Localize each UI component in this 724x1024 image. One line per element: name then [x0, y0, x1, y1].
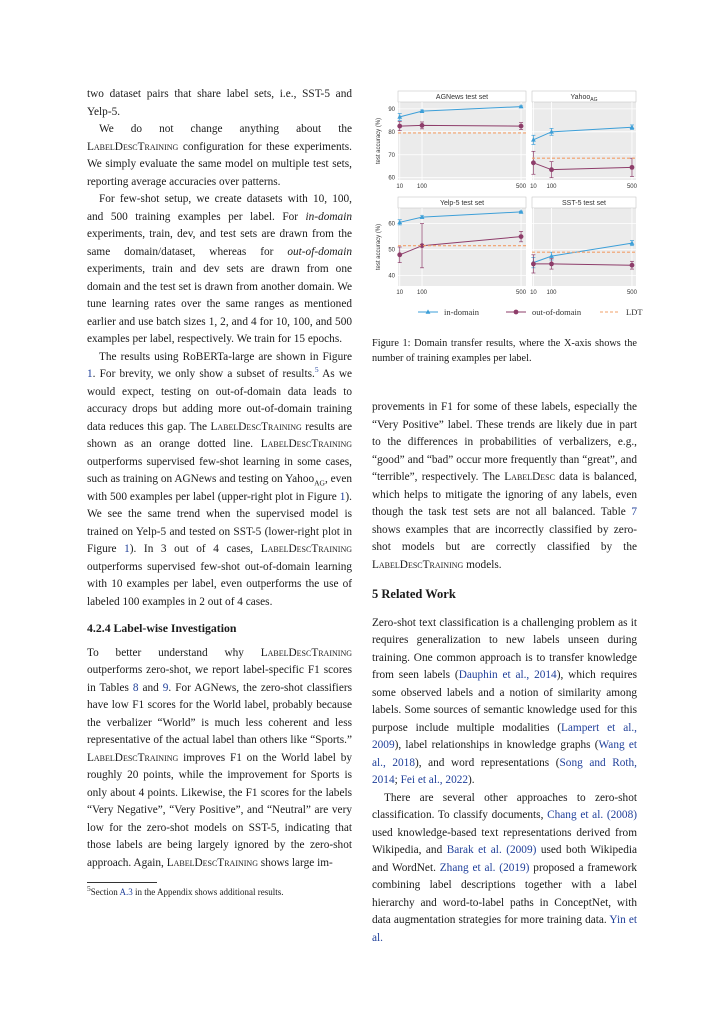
panel-background [398, 208, 526, 286]
right-column [372, 86, 643, 947]
x-tick-label: 500 [626, 184, 637, 190]
legend-out-label: out-of-domain [532, 307, 582, 317]
out-of-domain-point [630, 263, 635, 268]
panel-background [398, 102, 526, 180]
footnote: $^5$Section A.3 in the Appendix shows additional results. [87, 884, 284, 897]
legend-ldt-label: LDT [626, 307, 643, 317]
x-tick-label: 100 [417, 290, 428, 296]
legend-out-marker [514, 310, 519, 315]
paragraph: The results using RoBERTa-large are shown in Figure 1. For brevity, we only show a subset of results.$^5$ As we would expect, testing on out-of-domain data leads to accuracy drops but adding more out-of-domain training data reduces this gap. The LabelDescTraining results are shown as an orange dotted line. LabelDescTraining outperforms supervised few-shot learning in some cases, such as training on AGNews and testing on Yahoo$_{AG}$, even with 500 examples per label (upper-right plot in Figure 1). We see the same trend when the supervised model is trained on Yelp-5 and tested on SST-5 (lower-right plot in Figure 1). In 3 out of 4 cases, LabelDescTraining outperforms supervised few-shot out-of-domain learning with 10 examples per label, even outperforms the use of labeled 100 examples in 2 out of 4 cases. [87, 350, 353, 608]
y-tick-label: 60 [388, 221, 395, 228]
panel-title: Yelp-5 test set [439, 200, 485, 207]
paragraph: For few-shot setup, we create datasets with 10, 100, and 500 training examples per label. For in-domain experiments, train, dev, and test sets are drawn from the same domain/dataset, whereas for out-of-domain experiments, train and dev sets are drawn from one domain and the test set is drawn from another domain. We tune learning rates over the same ranges as mentioned earlier and use batch sizes 1, 2, and 4 for 10, 100, and 500 examples per label, respectively. We train for 15 epochs. [87, 193, 352, 345]
x-tick-label: 100 [417, 184, 428, 190]
panel-background [532, 208, 636, 286]
x-tick-label: 10 [530, 290, 537, 296]
table-ref-link[interactable]: 7 [631, 506, 637, 518]
citation-link[interactable]: Fei et al., 2022 [400, 774, 469, 786]
out-of-domain-point [531, 160, 536, 165]
y-tick-label: 50 [388, 247, 395, 254]
citation-link[interactable]: Lampert et al., 2009 [372, 721, 637, 751]
y-tick-label: 60 [388, 175, 395, 182]
out-of-domain-point [397, 252, 402, 257]
panel-title: AGNews test set [435, 94, 489, 101]
x-tick-label: 500 [516, 290, 527, 296]
citation-link[interactable]: Wang et al., 2018 [372, 739, 638, 769]
y-tick-label: 70 [388, 152, 395, 159]
left-column [87, 86, 352, 898]
x-tick-label: 10 [530, 184, 537, 190]
x-tick-label: 100 [546, 290, 557, 296]
paragraph: To better understand why LabelDescTraining outperforms zero-shot, we report label-specific F1 scores in Tables 8 and 9. For AGNews, the zero-shot classifiers have low F1 scores for the World label, probably because the verbalizer “World” is much less coherent and less representative of the actual label than others like “Sports.” LabelDescTraining improves F1 on the World label by roughly 20 points, while the improvement for Sports is only about 4 points. Likewise, the F1 scores for the labels “Very Negative”, “Very Positive”, and “Neutral” are very low for the zero-shot models on SST-5, indicating that those labels are being largely ignored by the zero-shot approach. Again, LabelDescTraining shows large im- [87, 646, 352, 869]
paragraph: two dataset pairs that share label sets, i.e., SST-5 and Yelp-5. [87, 88, 352, 118]
out-of-domain-point [630, 165, 635, 170]
section-heading: 5 Related Work [372, 587, 456, 601]
panel-title: SST-5 test set [562, 200, 606, 207]
x-tick-label: 500 [626, 290, 637, 296]
out-of-domain-point [420, 123, 425, 128]
citation-link[interactable]: Song and Roth, 2014 [372, 756, 637, 786]
citation-link[interactable]: Barak et al. (2009) [446, 844, 537, 856]
x-tick-label: 10 [396, 290, 404, 296]
y-axis-label: test accuracy (%) [376, 117, 382, 165]
legend-in-label: in-domain [444, 307, 479, 317]
citation-link[interactable]: Zhang et al. (2019) [439, 861, 530, 874]
out-of-domain-point [519, 124, 524, 129]
figure-ref-link[interactable]: 1 [339, 490, 346, 503]
paragraph: There are several other approaches to zero-shot classification. To classify documents, Chang et al. (2008) used knowledge-based text representations derived from Wikipedia, and Barak et al. (2009) used both Wikipedia and WordNet. Zhang et al. (2019) proposed a framework combining label descriptions together with a label hierarchy and word-to-label paths in ConceptNet, with data augmentation strategies for more training data. Yin et al. [372, 791, 637, 944]
out-of-domain-point [549, 167, 554, 172]
citation-link[interactable]: Yin et al. [372, 914, 637, 944]
citation-link[interactable]: Chang et al. (2008) [547, 809, 637, 821]
paragraph: Zero-shot text classification is a challenging problem as it requires generalization to new labels unseen during training. One common approach is to transfer knowledge from seen labels (Dauphin et al., 2014), which requires some observed labels and a notion of similarity among labels. Some sources of semantic knowledge used for this purpose include multiple modalities (Lampert et al., 2009), label relationships in knowledge graphs (Wang et al., 2018), and word representations (Song and Roth, 2014; Fei et al., 2022). [372, 616, 638, 786]
paragraph: We do not change anything about the LabelDescTraining configuration for these experiments. We simply evaluate the same model on multiple test sets, reporting average accuracies over patterns. [87, 123, 352, 188]
table-ref-link[interactable]: 8 [132, 681, 139, 694]
x-tick-label: 500 [516, 184, 527, 190]
out-of-domain-point [519, 234, 524, 239]
series-line [400, 125, 521, 126]
figure-caption: Figure 1: Domain transfer results, where the X-axis shows the number of training examples per label. [372, 338, 637, 364]
footnote-mark-link[interactable]: 5 [314, 365, 319, 375]
y-tick-label: 90 [388, 106, 395, 113]
panel-title: Yahoo$_{AG}$ [570, 94, 598, 103]
figure-1 [368, 86, 648, 326]
appendix-ref-link[interactable]: A.3 [119, 887, 133, 897]
y-tick-label: 80 [388, 129, 395, 136]
citation-link[interactable]: Dauphin et al., 2014 [458, 669, 557, 681]
footnote-rule [87, 882, 157, 883]
domain-transfer-chart [368, 86, 648, 326]
out-of-domain-point [531, 262, 536, 267]
figure-ref-link[interactable]: 1 [87, 368, 93, 380]
paragraph: provements in F1 for some of these labels, especially the “Very Positive” label. These trends are likely due in part to the differences in probabilities of verbalizers, e.g., “good” and “bad” occur more frequently than “great”, and “terrible”, respectively. The LabelDesc data is balanced, which helps to mitigate the ignoring of any labels, even though the task test sets are not all balanced. Table 7 shows examples that are incorrectly classified by zero-shot models but are correctly classified by the LabelDescTraining models. [372, 401, 637, 571]
subsection-heading: 4.2.4 Label-wise Investigation [87, 621, 237, 635]
x-tick-label: 10 [396, 184, 404, 190]
table-ref-link[interactable]: 9 [162, 681, 169, 694]
x-tick-label: 100 [546, 184, 557, 190]
figure-ref-link[interactable]: 1 [124, 543, 130, 555]
y-tick-label: 40 [388, 273, 395, 280]
out-of-domain-point [549, 262, 554, 267]
out-of-domain-point [397, 124, 402, 129]
y-axis-label: test accuracy (%) [376, 223, 382, 271]
panel-title-sub: AG [590, 97, 598, 103]
